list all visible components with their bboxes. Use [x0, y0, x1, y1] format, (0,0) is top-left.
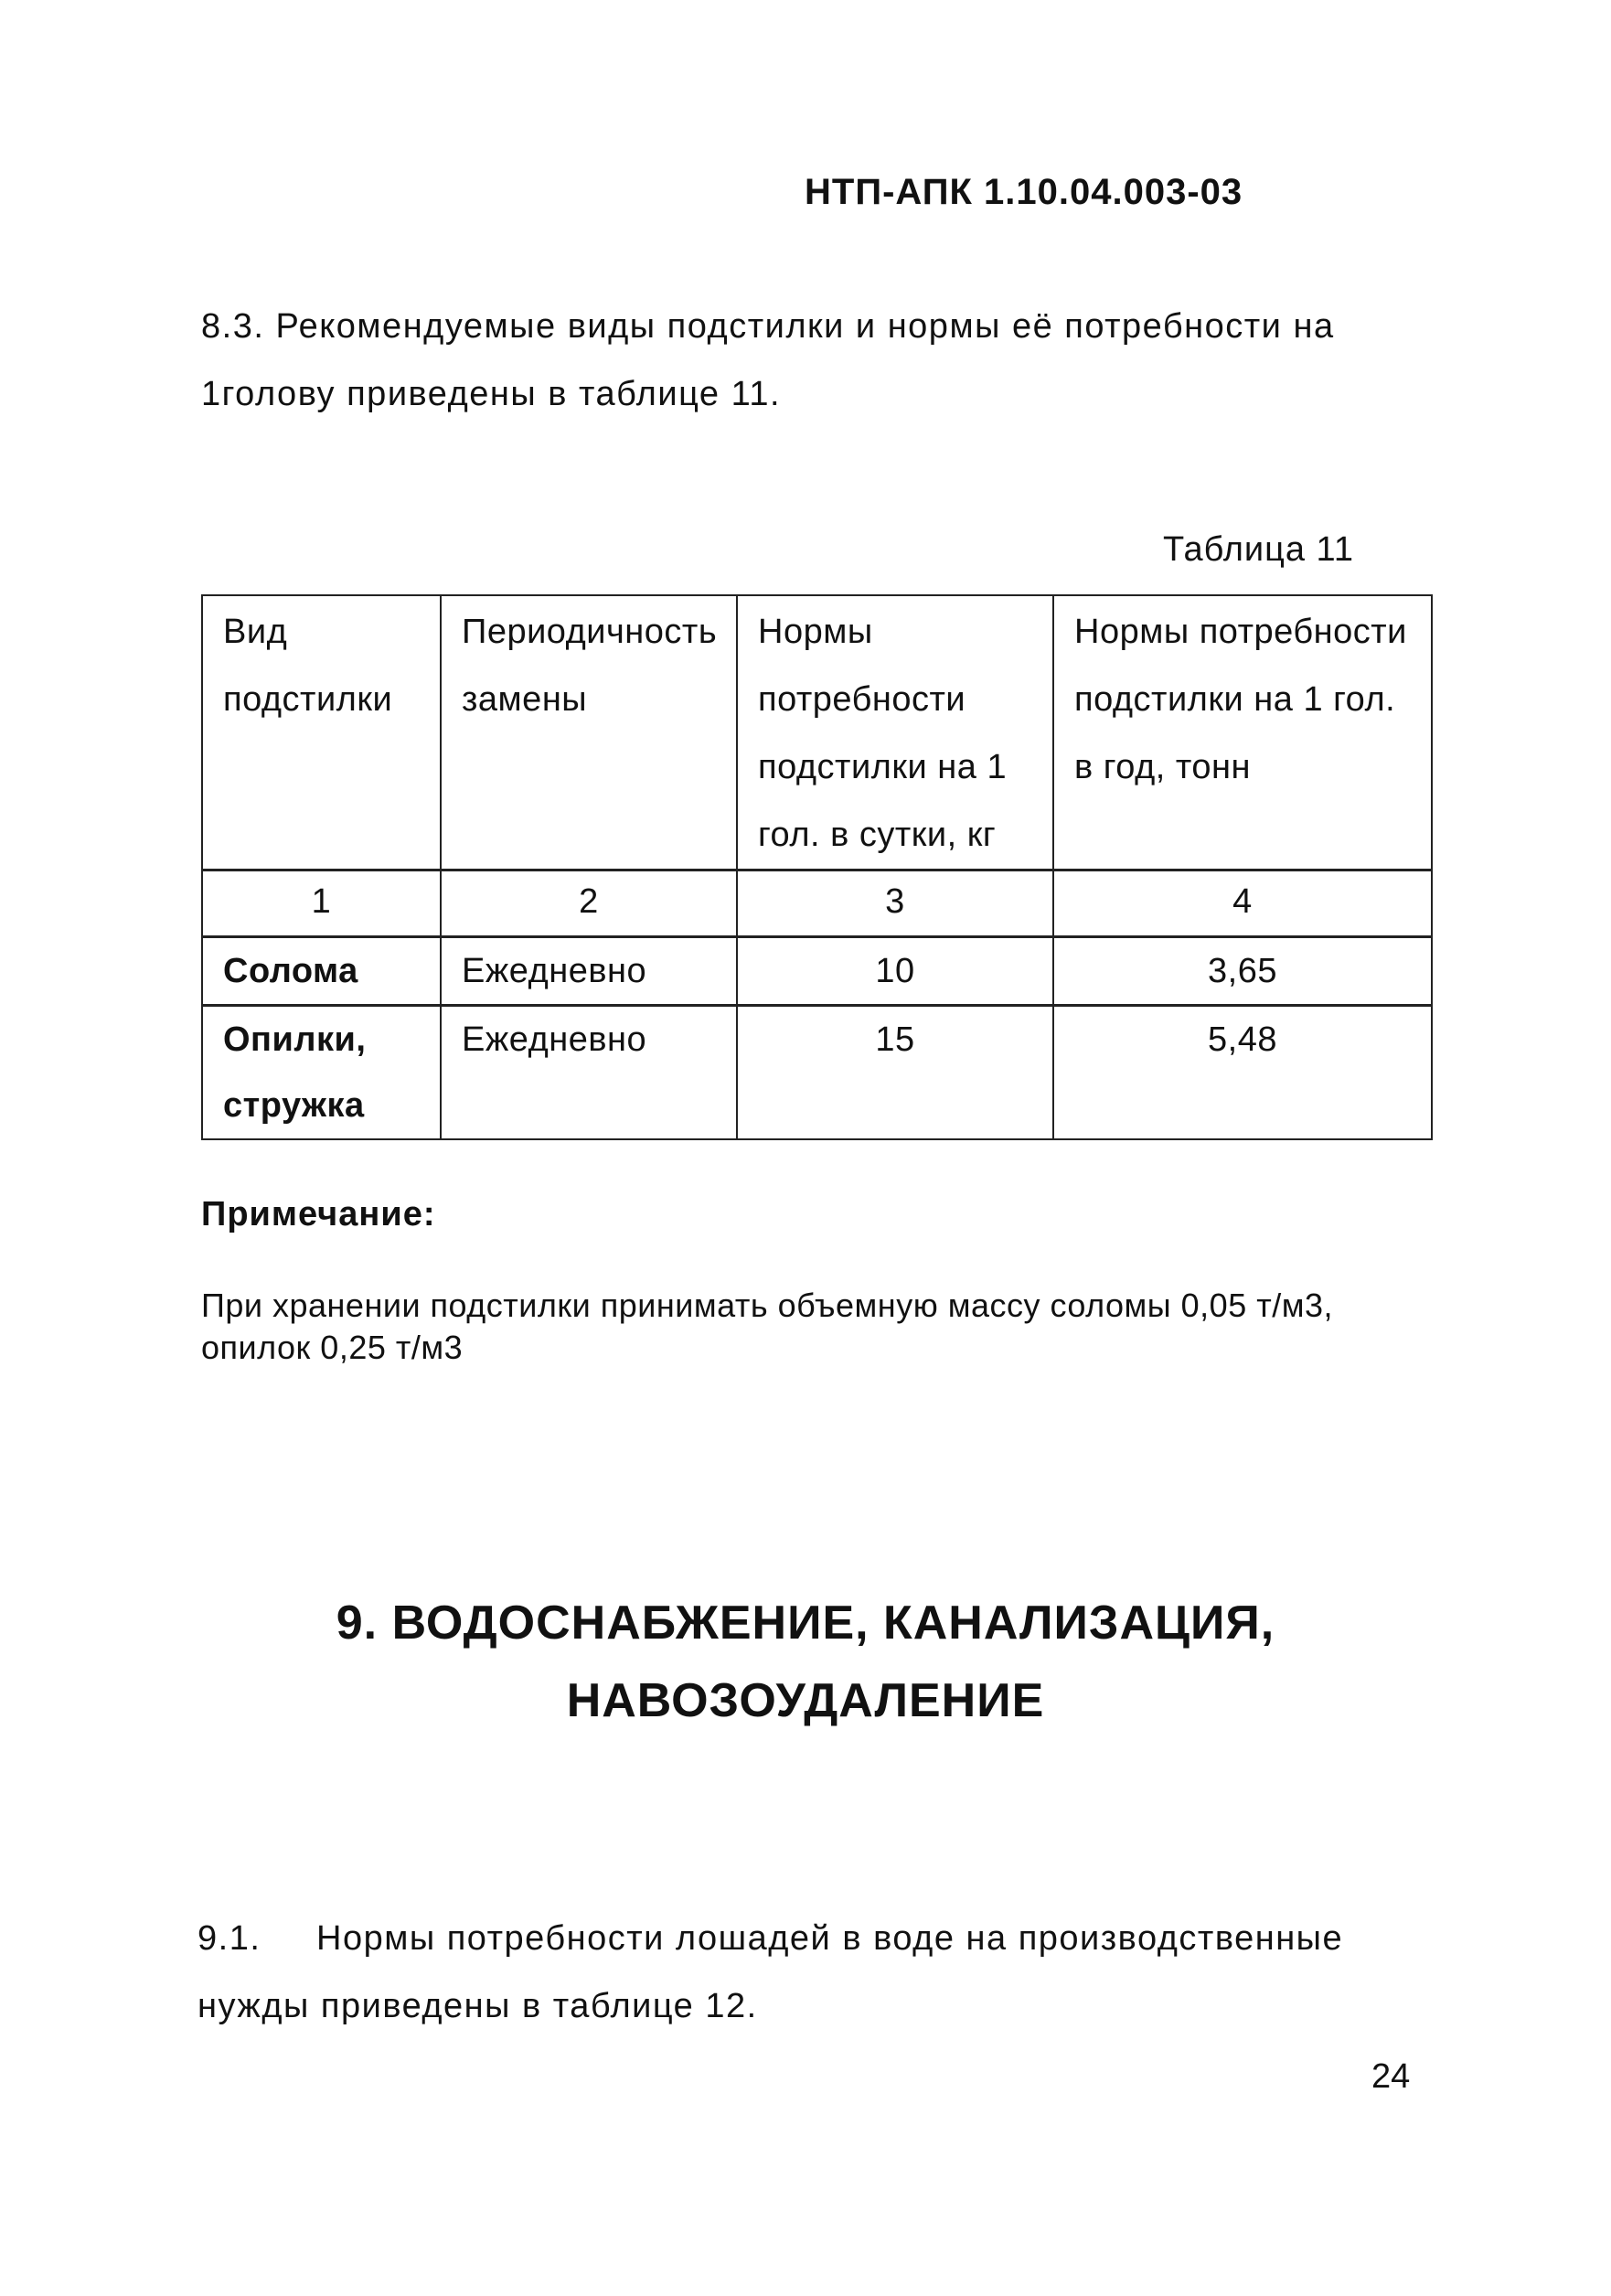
cell-frequency: Ежедневно	[441, 1006, 737, 1140]
page-number: 24	[1371, 2057, 1411, 2096]
table-row	[202, 1006, 1432, 1140]
intro-line-1: 8.3. Рекомендуемые виды подстилки и нормы её потребности на	[201, 307, 1335, 346]
section-title-line-1: 9. ВОДОСНАБЖЕНИЕ, КАНАЛИЗАЦИЯ,	[336, 1597, 1275, 1650]
header-cell-per-year: Нормы потребности подстилки на 1 гол. в год, тонн	[1053, 595, 1432, 870]
note-text: При хранении подстилки принимать объемную массу соломы 0,05 т/м3, опилок 0,25 т/м3	[201, 1287, 1333, 1366]
paragraph-9-1-line-2: нужды приведены в таблице 12.	[197, 1987, 758, 2025]
table-row	[202, 937, 1432, 1006]
paragraph-9-1-number: 9.1.	[197, 1919, 261, 1958]
column-number: 3	[737, 870, 1053, 937]
cell-bedding-type: Опилки, стружка	[202, 1006, 441, 1140]
table-caption: Таблица 11	[1163, 530, 1354, 569]
intro-line-2: 1голову приведены в таблице 11.	[201, 375, 782, 413]
column-number: 1	[202, 870, 441, 937]
cell-per-day: 10	[737, 937, 1053, 1006]
note-title: Примечание:	[201, 1195, 436, 1233]
paragraph-9-1-line-1: Нормы потребности лошадей в воде на производственные	[316, 1919, 1344, 1958]
cell-per-day: 15	[737, 1006, 1053, 1140]
header-cell-per-day: Нормы потребности подстилки на 1 гол. в сутки, кг	[737, 595, 1053, 870]
header-cell-frequency: Периодичность замены	[441, 595, 737, 870]
document-code: НТП-АПК 1.10.04.003-03	[805, 172, 1243, 212]
cell-per-year: 5,48	[1053, 1006, 1432, 1140]
header-cell-type: Вид подстилки	[202, 595, 441, 870]
cell-per-year: 3,65	[1053, 937, 1432, 1006]
table-header-row	[202, 595, 1432, 870]
column-number: 4	[1053, 870, 1432, 937]
section-title-line-2: НАВОЗОУДАЛЕНИЕ	[566, 1674, 1045, 1727]
column-number-row	[202, 870, 1432, 937]
bedding-norms-table	[201, 594, 1433, 1140]
cell-frequency: Ежедневно	[441, 937, 737, 1006]
cell-bedding-type: Солома	[202, 937, 441, 1006]
column-number: 2	[441, 870, 737, 937]
